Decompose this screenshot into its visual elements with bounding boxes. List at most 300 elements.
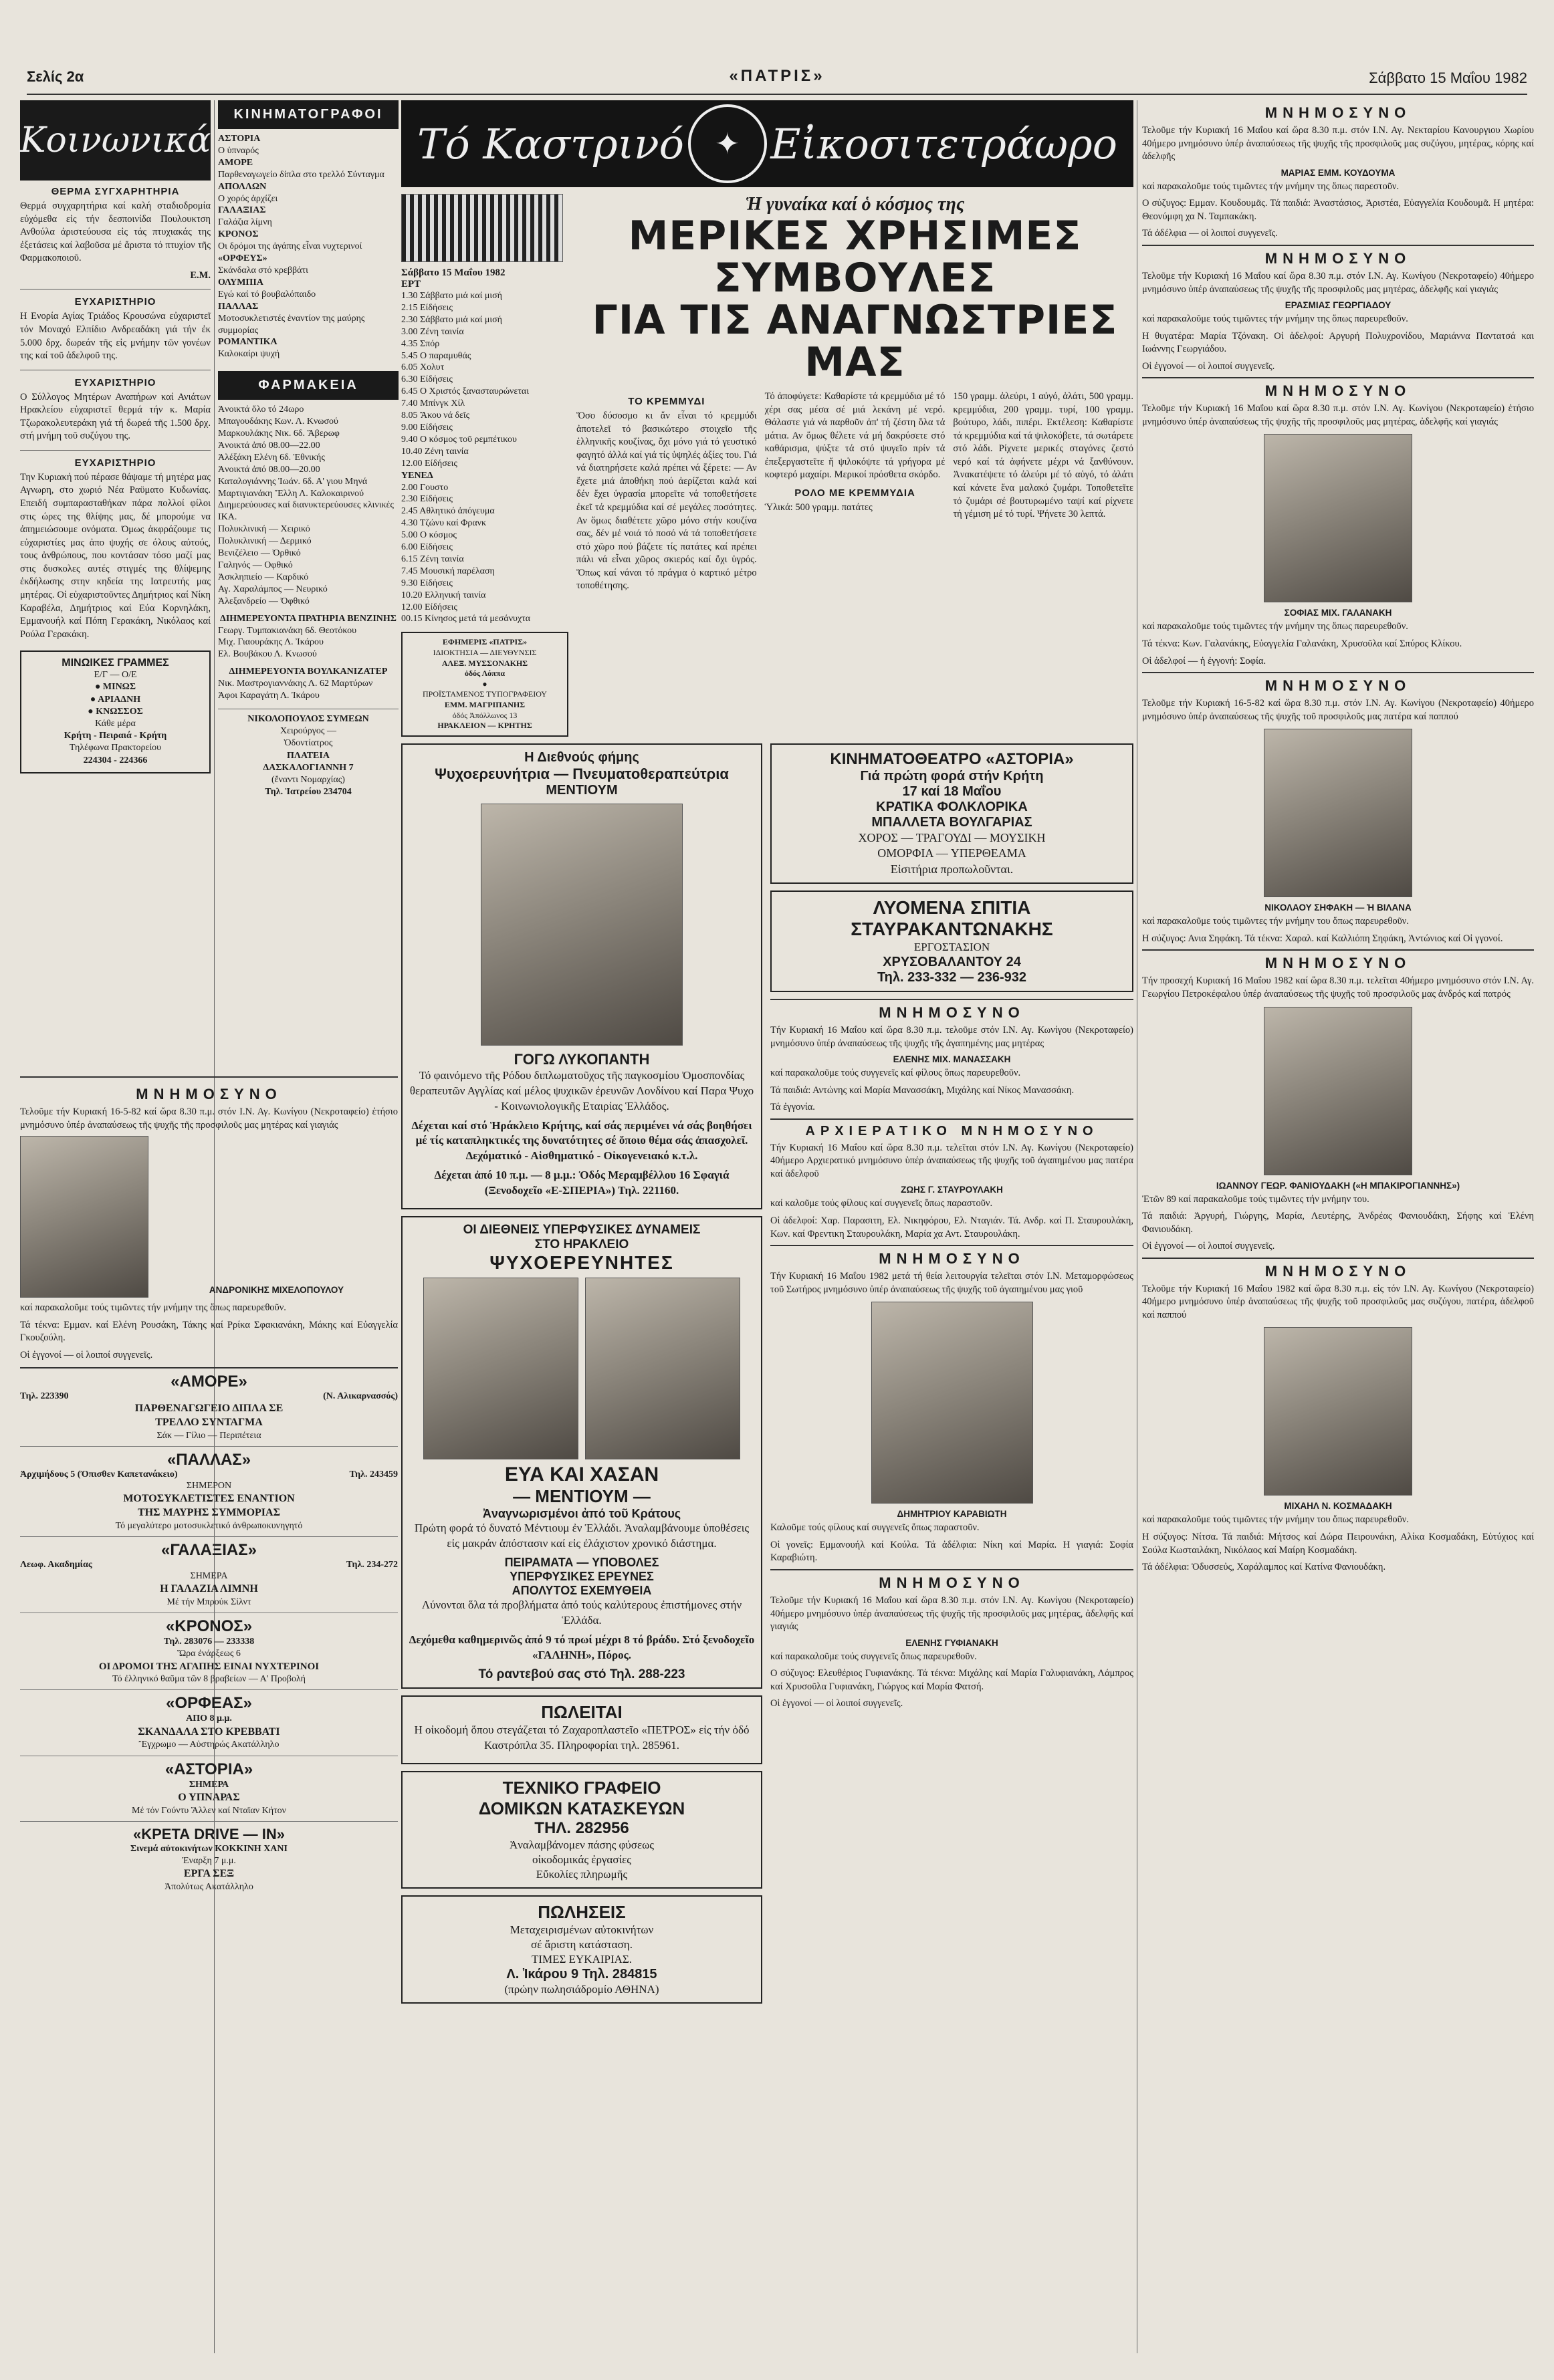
cinema-ad-line: ΣΚΑΝΔΑΛΑ ΣΤΟ ΚΡΕΒΒΑΤΙ [138, 1726, 280, 1738]
cinema-ads [20, 1367, 398, 1897]
ad-line: ΟΜΟΡΦΙΑ — ΥΠΕΡΘΕΑΜΑ [877, 846, 1026, 860]
tv-item: 5.00 Ο κόσμος [401, 530, 457, 541]
ad-title: ΠΩΛΗΣΕΙΣ [538, 1902, 626, 1922]
pharmacy-line: Μαρκουλάκης Νικ. 6δ. Ἄβερωφ [218, 429, 340, 439]
tv-item: 5.45 Ο παραμυθάς [401, 350, 471, 361]
memorials-column [1142, 100, 1534, 1578]
cinema-ad-line: Τό ἐλληνικό θαῦμα τῶν 8 βραβείων — Α' Προβολή [112, 1674, 306, 1685]
subheading: ΤΟ ΚΡΕΜΜΥΔΙ [628, 396, 705, 407]
cinema-name: ΟΛΥΜΠΙΑ [218, 277, 263, 287]
cinema-ad-line: ΠΑΡΘΕΝΑΓΩΓΕΙΟ ΔΙΠΛΑ ΣΕ [134, 1403, 284, 1415]
cinema-ad-address: ΣΗΜΕΡΑ [189, 1779, 229, 1790]
fuel-line: Μιχ. Γιαουράκης Λ. Ἰκάρου [218, 637, 324, 648]
memorial-text: Καλοῦμε τούς φίλους καί συγγενεῖς ὅπως παραστοῦν. [770, 1522, 980, 1534]
tv-item: 2.45 Αθλητικό ἀπόγευμα [401, 506, 495, 517]
memorial-text: Τελοῦμε τήν Κυριακή 16-5-82 καί ὥρα 8.30 π.μ. στόν Ι.Ν. Αγ. Κωνίγου (Νεκροταφείο) ἐτήσιο μνημόσυνο ὑπέρ ἀναπαύσεως τῆς ψυχῆς τῆς προσφιλοῦς μας μητέρας καί γιαγιάς [20, 1106, 398, 1130]
memorial-text: καί παρακαλοῦμε τούς τιμῶντες τήν μνήμην της ὅπως παρευρεθοῦν. [1142, 314, 1408, 325]
ad-line: ΣΤΟ ΗΡΑΚΛΕΙΟ [534, 1237, 629, 1252]
ad-line: ΜΕΝΤΙΟΥΜ [546, 782, 618, 798]
psychics-ad [401, 1216, 762, 1689]
article-text: Θερμά συγχαρητήρια καί καλή σταδιοδρομία εὐχόμεθα εἰς τήν δεσποινίδα Πουλουκτση Ανθούλα ἀριστεύουσα εἰς τάς πτυχιακάς της ἐξετάσεις καί λαβοῦσα μέ ἄριστα τό πτυχίον τῆς Φαρμακοποιοῦ. [20, 201, 211, 264]
pharmacy-line: Ἀλεξανδρείο — Ὀφθικό [218, 596, 310, 606]
memorial-name: ΖΩΗΣ Γ. ΣΤΑΥΡΟΥΛΑΚΗ [901, 1185, 1003, 1195]
ad-line: Ἀναλαμβάνομεν πάσης φύσεως [509, 1838, 655, 1851]
fuel-line: Ελ. Βουβάκου Λ. Κνωσού [218, 649, 317, 660]
doctor-ad [218, 709, 399, 798]
tire-heading: ΔΙΗΜΕΡΕΥΟΝΤΑ ΒΟΥΛΚΑΝΙΖΑΤΕΡ [229, 667, 388, 677]
memorial-relatives: Τά ἀδέλφια: Ὁδυσσεὐς, Χαράλαμπος καί Κατίνα Φανιουδάκη. [1142, 1562, 1386, 1573]
portrait-photo [423, 1278, 578, 1459]
memorial [1142, 377, 1534, 668]
ad-line: Χειρούργος — [280, 726, 336, 737]
memorial-title: ΜΝΗΜΟΣΥΝΟ [879, 1574, 1025, 1591]
memorial-title: ΜΝΗΜΟΣΥΝΟ [1264, 1262, 1412, 1280]
cinema-list [218, 133, 399, 360]
ad-text: Τό φαινόμενο τῆς Ρόδου διπλωματοῦχος τῆς παγκοσμίου Ὀμοσπονδίας θεραπευτῶν Αγγλίας καί μέλος ψυχικῶν ἐρευνῶν Λονδίνου καί Παρα Ψυχο - Κοινωνιολογικῆς Εταιρίας Ἑλλάδος. [409, 1068, 754, 1112]
pharmacy-line: Πολυκλινική — Χειρικό [218, 524, 310, 535]
subheading: ΡΟΛΟ ΜΕ ΚΡΕΜΜΥΔΙΑ [794, 487, 915, 499]
cinema-name: ΚΡΟΝΟΣ [218, 229, 259, 240]
banner-left-text: Τό Καστρινό [417, 119, 684, 168]
imprint-line: ὁδός Ἀπόλλωνος 13 [452, 710, 518, 720]
memorial-title: ΑΡΧΙΕΡΑΤΙΚΟ ΜΝΗΜΟΣΥΝΟ [805, 1123, 1099, 1139]
cinema-ad-line: ΣΗΜΕΡΑ [190, 1571, 228, 1582]
memorial-text: Τήν προσεχή Κυριακή 16 Μαΐου 1982 καί ὥρα 8.30 π.μ. τελεῖται 40ήμερο μνημόσυνο στόν Ι.Ν. Αγ. Γεωργίου Πετροκέφαλου ὑπέρ ἀναπαύσεως τῆς ψυχῆς τοῦ προσφιλοῦς μας ἀνδρός καί πατρός [1142, 975, 1534, 999]
memorial-name: ΕΡΑΣΜΙΑΣ ΓΕΩΡΓΙΑΔΟΥ [1285, 300, 1392, 311]
ad-text: Δέχεται καί στό Ἡράκλειο Κρήτης, καί σάς περιμένει νά σάς βοηθήσει μέ τίς καταπληκτικές της δυνατότητες σέ ὅποιο θέμα σάς ἀπασχολεῖ. Δεχόματικό - Αἰσθηματικό - Οἰκογενειακό κ.τ.λ. [411, 1118, 752, 1163]
cinema-ad-address: (Ν. Αλικαρνασσός) [323, 1391, 398, 1402]
memorial-family: Η σύζυγος: Νίτσα. Τά παιδιά: Μήτσος καί Δώρα Πειρουνάκη, Αλίκα Κοσμαδάκη, Εὐτύχιος καί Σούλα Κωσταιλάκη, Νικόλαος καί Μαίρη Κοσμαδάκη. [1142, 1532, 1534, 1556]
signature: Ε.Μ. [190, 269, 211, 281]
cinema-ad-line: Ὥρα ἐνάρξεως 6 [177, 1649, 241, 1659]
memorial-relatives: Οἱ ἀδελφοί — ἡ ἐγγονή: Σοφία. [1142, 655, 1266, 667]
ad-line: ΥΠΕΡΦΥΣΙΚΕΣ ΕΡΕΥΝΕΣ [510, 1570, 654, 1584]
ad-title: ΚΙΝΗΜΑΤΟΘΕΑΤΡΟ «ΑΣΤΟΡΙΑ» [830, 749, 1074, 768]
ad-tel: Λ. Ἰκάρου 9 Τηλ. 284815 [506, 1967, 657, 1982]
memorial-title: ΜΝΗΜΟΣΥΝΟ [1264, 104, 1412, 121]
fuel-heading: ΔΙΗΜΕΡΕΥΟΝΤΑ ΠΡΑΤΗΡΙΑ ΒΕΝΖΙΝΗΣ [220, 613, 397, 624]
cinema-ad-line: Μέ τήν Μπρούκ Σίλντ [166, 1597, 251, 1608]
ad-line: Ψυχοερευνήτρια — Πνευματοθεραπεύτρια [435, 765, 729, 782]
cinema-name: ΑΣΤΟΡΙΑ [218, 134, 261, 144]
emblem-icon: ✦ [688, 104, 767, 183]
cinema-name: ΑΠΟΛΛΩΝ [218, 181, 267, 192]
section-heading: ΕΥΧΑΡΙΣΤΗΡΙΟ [74, 457, 156, 469]
center-left-ads [401, 743, 762, 2004]
ad-line: ΕΡΓΟΣΤΑΣΙΟΝ [913, 940, 990, 953]
tv-item: 2.00 Γουστο [401, 482, 449, 493]
cinema-name: ΠΑΛΛΑΣ [218, 301, 259, 312]
cinema-film: Καλοκαίρι ψυχή [218, 349, 280, 360]
cinema-film: Εγώ καί τό βουβαλόπαιδο [218, 289, 316, 300]
tv-logo-graphic [401, 194, 563, 262]
ad-line: ● ΚΝΩΣΣΟΣ [88, 706, 143, 717]
memorial [1142, 245, 1534, 373]
issue-date: Σάββατο 15 Μαΐου 1982 [1369, 70, 1527, 86]
cinema-ad-name: «ΠΑΛΛΑΣ» [166, 1451, 251, 1469]
masthead: «ΠΑΤΡΙΣ» [729, 67, 825, 85]
memorial-family: Ο σύζυγος: Ελευθέριος Γυφιανάκης. Τά τέκνα: Μιχάλης καί Μαρία Γαλυφιανάκη, Λάμπρος καί Χρυσοῦλα Γυφιανάκη, Γιώργος καί Μαρία Φατσή. [770, 1668, 1133, 1692]
left-lower [20, 1076, 398, 1897]
cinema-name: ΓΑΛΑΞΙΑΣ [218, 205, 266, 216]
cinema-film: Οι δρόμοι της ἀγάπης εἶναι νυχτερινοί [218, 241, 362, 252]
tech-office-ad [401, 1771, 762, 1889]
tv-item: 00.15 Κίνησος μετά τά μεσάνυχτα [401, 614, 531, 624]
memorial-name: ΕΛΕΝΗΣ ΜΙΧ. ΜΑΝΑΣΣΑΚΗ [893, 1054, 1011, 1065]
memorial-name: ΙΩΑΝΝΟΥ ΓΕΩΡ. ΦΑΝΙΟΥΔΑΚΗ («Η ΜΠΑΚΙΡΟΓΙΑΝΝΗΣ») [1216, 1180, 1460, 1191]
ad-line: ● ΜΙΝΩΣ [94, 682, 136, 693]
cinema-ad-line: Ἐναρξη 7 μ.μ. [182, 1855, 236, 1866]
pharmacy-line: Ἀνοικτά ὅλο τό 24ωρο [218, 404, 304, 415]
cinema-film: Παρθεναγωγείο δίπλα στο τρελλό Σύνταγμα [218, 169, 384, 180]
ad-line: (πρώην πωλησιάδρομίο ΑΘΗΝΑ) [504, 1983, 659, 1996]
cinema-film: Μοτοσυκλετιστές ἐναντίον της μαύρης συμμορίας [218, 313, 365, 336]
memorial-text: καί καλοῦμε τούς φίλους καί συγγενεῖς ὅπως παραστοῦν. [770, 1198, 993, 1209]
cinema-ad-name: «ΟΡΦΕΑΣ» [166, 1694, 252, 1713]
ad-line: 224304 - 224366 [83, 755, 148, 765]
cinema-ad [20, 1613, 398, 1690]
article-text: Την Κυριακή πού πέρασε θάψαμε τή μητέρα μας Αγνωρη, στο χωριό Νέα Ραϋματο Κυδωνίας. Επειδή συμπαρασταθήκαν πάρα πολλοί φίλοι στις ώρες της θλίψης μας, δέ μπορούμε να ἀπημειώσουμε ονόματα. Όμως ἀκφράζουμε τις εὐχαριστίες μας ἀπο ψυχής σε όλους αὐτούς, τους ἀνθρώπους, που κοντάσαν τόσο μαζί μας στις δυσκολες αυτές στιγμές της θλίψεμης ἐκδήλωσης στην κηδεία της Ιατρευτής μας μητέρας. Οἱ εὐχαριστοῦντες Δημήτριος καί Νίκη Καραβέλα, Δημήτριος καί Εύα Κορνηλάκη, Εμμανουήλ καί Πόπη Γερακάκη, Νικόλαος καί Ρούλα Γερακάκη. [20, 471, 211, 640]
minoan-lines-ad [20, 650, 211, 774]
imprint-line: ΕΜΜ. ΜΑΓΡΙΠΑΝΗΣ [444, 699, 526, 709]
ad-line: ΟΙ ΔΙΕΘΝΕΙΣ ΥΠΕΡΦΥΣΙΚΕΣ ΔΥΝΑΜΕΙΣ [463, 1223, 701, 1237]
cinema-ad-line: ΟΙ ΔΡΟΜΟΙ ΤΗΣ ΑΓΑΠΗΣ ΕΙΝΑΙ ΝΥΧΤΕΡΙΝΟΙ [98, 1661, 320, 1672]
memorial-family: Τά τέκνα: Κων. Γαλανάκης, Εὐαγγελία Γαλανάκη, Χρυσοῦλα καί Σπύρος Κλίκου. [1142, 638, 1462, 649]
portrait-photo [1264, 434, 1412, 602]
memorial-text: καί παρακαλοῦμε τούς τιμῶντες τήν μνήμην του ὅπως παρευρεθοῦν. [1142, 1514, 1409, 1526]
social-column [20, 100, 211, 774]
cinema-ad-address: Σινεμά αὐτοκινήτων ΚΟΚΚΙΝΗ ΧΑΝΙ [130, 1843, 288, 1854]
memorial-title: ΜΝΗΜΟΣΥΝΟ [136, 1086, 282, 1102]
memorial [770, 1569, 1133, 1711]
ad-text: Η οἰκοδομή ὅπου στεγάζεται τό Ζαχαροπλαστεῖο «ΠΕΤΡΟΣ» εἰς τήν ὁδό Καστρόπλα 35. Πληροφορίαι τηλ. 285961. [414, 1723, 750, 1752]
article-text: Ὅσο δύσοσμο κι ἄν εἶναι τό κρεμμύδι ἀποτελεῖ τό βασικώτερο στοιχεῖο τῆς ἑλληνικῆς κουζίνας, ὄχι μόνο γιά τό γευστικό φαγητό ἀλλά καί γιά τίς ὑψηλές ἀξίες του. Γιά νά διατηρήσετε καλά πρέπει νά ξέρετε: — Αν ἔχετε μιά ἀποθήκη πού ἀερίζεται καλά καί δέν ἔχει ὑγρασία μπορεῖτε νά τοποθετήσετε ἐκεῖ τά κρεμμύδια καί σέ μεγάλες ποσότητες. Αν ὅμως διαθέτετε χῶρο μόνο στήν κουζίνα σας, δέν μέ νοιά τό ποσό νά τά τοποθετήσετε στό χῶρο πού βάζετε τίς πατάτες καί πρέπει πάλι νά εἶναι χῶρος σκιερός καί ὄχι ὑγρός. Ὅπως καί νάναι τό πράγμα ὀ καρτικό μέτρο τοποθέτησης. [576, 410, 757, 592]
memorial-text: Τελοῦμε τήν Κυριακή 16 Μαΐου καί ὥρα 8.30 π.μ. στόν Ι.Ν. Αγ. Κωνίγου (Νεκροταφείο) 40ήμερο μνημόσυνο ὑπέρ ἀναπαύσεως τῆς ψυχῆς τῆς προσφιλοῦς μας μητέρας, ἀδελφῆς καί γιαγιάς [770, 1594, 1133, 1633]
cinema-ad [20, 1822, 398, 1897]
portrait-photo [1264, 1327, 1412, 1496]
cinema-ad-address: Ἀρχιμήδους 5 (Ὀπισθεν Καπετανάκειο) [20, 1469, 178, 1480]
tv-item: 12.00 Είδήσεις [401, 602, 457, 612]
center-right [770, 743, 1133, 2004]
memorial-text: Τελοῦμε τήν Κυριακή 16 Μαΐου 1982 καί ὥρα 8.30 π.μ. εἰς τόν Ι.Ν. Αγ. Κωνίγου (Νεκροταφείο) 40ήμερο μνημόσυνο ὑπέρ ἀναπαύσεως τῆς ψυχῆς τοῦ προσφιλοῦς μας συζύγου, πατέρα, ἀδελφοῦ καί παππού [1142, 1283, 1534, 1320]
memorial-text: Τήν Κυριακή 16 Μαΐου 1982 μετά τή θεία λειτουργία τελεῖται στόν Ι.Ν. Μεταμορφώσεως τοῦ Σωτήρος μνημόσυνο ὑπέρ ἀναπαύσεως τῆς ψυχῆς τοῦ ἀγαπημένου μας γιοῦ [770, 1271, 1133, 1295]
tv-item: 6.05 Χολυτ [401, 362, 445, 373]
tv-item: 7.40 Μπίνγκ Χίλ [401, 398, 465, 409]
memorial-relatives: Οἱ ἐγγονοί — οἱ λοιποί συγγενεῖς. [20, 1349, 153, 1360]
cinema-ad-tel: Τηλ. 234-272 [346, 1560, 398, 1570]
center-column [401, 100, 1133, 2004]
social-title: Κοινωνικά [20, 100, 211, 181]
ad-line: ΜΠΑΛΛΕΤΑ ΒΟΥΛΓΑΡΙΑΣ [871, 814, 1032, 830]
article-kicker: Ἡ γυναίκα καί ὁ κόσμος της [745, 194, 965, 215]
car-sale-ad [401, 1895, 762, 2004]
kastrino-banner [401, 100, 1133, 187]
memorial-text: Τελοῦμε τήν Κυριακή 16 Μαΐου καί ὥρα 8.30 π.μ. στόν Ι.Ν. Αγ. Κωνίγου (Νεκροταφείο) 40ήμερο μνημόσυνο ὑπέρ ἀναπαύσεως τῆς ψυχῆς τῆς προσφιλοῦς μας μητέρας, ἀδελφῆς καί γιαγιάς [1142, 270, 1534, 295]
ad-line: Ε/Γ — Ο/Ε [94, 670, 137, 681]
pharmacy-line: Διημερεύουσες καί διανυκτερεύουσες κλινικές ΙΚΑ. [218, 500, 394, 523]
houses-ad [770, 890, 1133, 992]
portrait-photo [20, 1136, 148, 1298]
tv-item: 2.30 Σάββατο μιά καί μισή [401, 314, 502, 325]
ad-line: 17 καί 18 Μαΐου [902, 784, 1002, 799]
ad-line: Κρήτη - Πειραιά - Κρήτη [64, 731, 167, 741]
memorial [770, 1245, 1133, 1565]
ad-line: ΣΤΑΥΡΑΚΑΝΤΩΝΑΚΗΣ [851, 918, 1053, 939]
cinema-ad [20, 1756, 398, 1822]
tire-line: Ἀφοι Καραγάτη Λ. Ἰκάρου [218, 691, 320, 701]
memorial [770, 1118, 1133, 1241]
section-heading: ΕΥΧΑΡΙΣΤΗΡΙΟ [74, 376, 156, 388]
article-headline: ΓΙΑ ΤΙΣ ΑΝΑΓΝΩΣΤΡΙΕΣ ΜΑΣ [592, 297, 1118, 386]
tv-item: 4.30 Τζώνυ καί Φρανκ [401, 518, 487, 529]
article-text: Ὑλικά: 500 γραμμ. πατάτες [764, 501, 873, 513]
cinema-ad-name: «ΚΡΟΝΟΣ» [165, 1617, 253, 1636]
memorial-name: ΑΝΔΡΟΝΙΚΗΣ ΜΙΧΕΛΟΠΟΥΛΟΥ [209, 1285, 344, 1296]
ad-line: σέ ἄριστη κατάσταση. [531, 1938, 633, 1951]
ad-title: ΜΙΝΩΙΚΕΣ ΓΡΑΜΜΕΣ [62, 657, 169, 669]
ad-line: Τηλ. Ἰατρείου 234704 [265, 787, 352, 798]
cinema-ad-line: Ἀπολύτως Ακατάλληλο [164, 1881, 253, 1892]
fuel-line: Γεωργ. Τυμπακιανάκη 6δ. Θεοτόκου [218, 625, 357, 636]
cinema-ad-name: «ΓΑΛΑΞΙΑΣ» [160, 1541, 257, 1560]
memorial-name: ΜΙΧΑΗΛ Ν. ΚΟΣΜΑΔΑΚΗ [1284, 1501, 1392, 1512]
tv-item: 7.45 Μουσική παρέλαση [401, 566, 495, 576]
memorial [1142, 1258, 1534, 1574]
cinema-film: Ο ὑπναρός [218, 145, 259, 156]
imprint-line: ΑΛΕΞ. ΜΥΣΣΟΝΑΚΗΣ [441, 658, 528, 668]
ad-line: ΝΙΚΟΛΟΠΟΥΛΟΣ ΣΥΜΕΩΝ [247, 713, 369, 724]
ad-name: ΓΟΓΩ ΛΥΚΟΠΑΝΤΗ [514, 1050, 650, 1068]
article-text: Η Ενορία Αγίας Τριάδος Κρουσώνα εὐχαριστεῖ τόν Μοναχό Ελπίδιο Ανδρεαδάκη γιά τήν ἐκ 5.000 δρχ. δωρεάν τῆς εἰς μνήμην τῶν γονέων της καί τοῦ ἀδελφοῦ της. [20, 311, 211, 362]
memorial-title: ΜΝΗΜΟΣΥΝΟ [1264, 955, 1412, 972]
ad-tel: ΤΗΛ. 282956 [534, 1818, 629, 1837]
pharmacy-title: ΦΑΡΜΑΚΕΙΑ [218, 371, 399, 400]
cinema-ad-line: Η ΓΑΛΑΖΙΑ ΛΙΜΝΗ [160, 1583, 258, 1595]
ad-line: ΤΙΜΕΣ ΕΥΚΑΙΡΙΑΣ. [531, 1953, 633, 1966]
cinema-film: Σκάνδαλα στό κρεββάτι [218, 265, 308, 275]
ad-line: οἰκοδομικάς ἐργασίες [532, 1853, 631, 1866]
article-text: 150 γραμμ. ἀλεύρι, 1 αὐγό, ἀλάτι, 500 γραμμ. κρεμμύδια, 200 γραμμ. τυρί, 100 γραμμ. βούτυρο, λάδι, πιπέρι. Εκτέλεση: Καθαρίστε τά κρεμμύδια καί τά ψιλοκόβετε, τά σωτάρετε στό λάδι. Ρίχνετε μερικές σταγόνες ζεστό νερό καί τά ἀφήνετε μέχρι νά ξανθύνουν. Ἀνακατέψετε τό ἀλεύρι μέ τό αὐγό, τό ἀλάτι καί κάνετε ἕνα μαλακό ζυμάρι. Τοποθετεῖτε τό ζυμάρι σέ βουτυρωμένο ταψί καί ρίχνετε τή γέμιση μέ τό τυρί. Ψήνετε 30 λεπτά. [953, 391, 1134, 520]
cinema-ad [20, 1368, 398, 1447]
header-rule [27, 94, 1527, 95]
tv-schedule [401, 194, 568, 737]
imprint-line: ὁδός Λόππα [464, 669, 506, 679]
mentium-ad [401, 743, 762, 1210]
cinema-ad-line: Ο ΥΠΝΑΡΑΣ [178, 1791, 240, 1803]
cinema-ad [20, 1690, 398, 1756]
patris-imprint [401, 632, 568, 736]
ad-line: ΔΟΜΙΚΩΝ ΚΑΤΑΣΚΕΥΩΝ [478, 1798, 685, 1818]
tv-item: 9.30 Είδήσεις [401, 578, 453, 588]
cinema-film: ΑΜΟΡΕ [218, 157, 253, 168]
cinema-ad-tel: Τηλ. 223390 [20, 1391, 69, 1402]
memorial-relatives: Τά ἐγγονία. [770, 1102, 815, 1113]
memorial-text: καί παρακαλοῦμε τούς συγγενεῖς ὅπως παρευρεθοῦν. [770, 1651, 977, 1662]
tv-channel: ΥΕΝΕΔ [401, 470, 433, 481]
imprint-line: ΕΦΗΜΕΡΙΣ «ΠΑΤΡΙΣ» [442, 637, 528, 647]
ad-name: ΕΥΑ ΚΑΙ ΧΑΣΑΝ [504, 1463, 659, 1486]
article-headline: ΜΕΡΙΚΕΣ ΧΡΗΣΙΜΕΣ ΣΥΜΒΟΥΛΕΣ [628, 213, 1082, 302]
memorial-title: ΜΝΗΜΟΣΥΝΟ [1264, 677, 1412, 695]
ad-line: ΧΡΥΣΟΒΑΛΑΝΤΟΥ 24 [883, 954, 1021, 969]
pharmacy-line: Ἀλέξάκη Ελένη 6δ. Ἐθνικής [218, 452, 325, 463]
ad-line: Εἰσιτήρια προπωλοῦνται. [890, 862, 1014, 876]
ad-line: ΨΥΧΟΕΡΕΥΝΗΤΕΣ [489, 1252, 674, 1274]
imprint-line: ● [482, 679, 487, 689]
memorial-title: ΜΝΗΜΟΣΥΝΟ [879, 1003, 1025, 1021]
cinema-ad-line: Σάκ — Γίλιο — Περιπέτεια [156, 1430, 261, 1441]
ad-line: Η Διεθνούς φήμης [524, 749, 639, 765]
memorial-family: Ο σύζυγος: Εμμαν. Κουδουμᾶς. Τά παιδιά: Ἀναστάσιος, Ἀριστέα, Εὐαγγελία Κουδουμᾶ. Η μητέρα: Θεονύμφη χα Ν. Ταμπακάκη. [1142, 198, 1534, 222]
memorial-text: καί παρακαλοῦμε τούς συγγενεῖς καί φίλους ὅπως παρευρεθοῦν. [770, 1068, 1021, 1079]
tv-item: 1.30 Σάββατο μιά καί μισή [401, 291, 502, 301]
section-heading: ΕΥΧΑΡΙΣΤΗΡΙΟ [74, 296, 156, 308]
ad-text: Πρώτη φορά τό δυνατό Μέντιουμ ἐν Ἑλλάδι. Ἀναλαμβάνουμε ὑποθέσεις εἰς μακράν ἀπόστασιν καί εἰς ἐλάχιστον χρονικό διάστημα. [414, 1522, 750, 1550]
cinema-ad-line: ΤΗΣ ΜΑΥΡΗΣ ΣΥΜΜΟΡΙΑΣ [137, 1507, 281, 1519]
memorial-name: ΕΛΕΝΗΣ ΓΥΦΙΑΝΑΚΗ [905, 1637, 998, 1648]
memorial-relatives: Οἱ ἐγγονοί — οἱ λοιποί συγγενεῖς. [770, 1698, 903, 1709]
tire-line: Νικ. Μαστρογιαννάκης Λ. 62 Μαρτύρων [218, 679, 373, 689]
tv-item: 3.00 Ζένη ταινία [401, 326, 464, 337]
memorial [770, 999, 1133, 1114]
ad-line: ΠΕΙΡΑΜΑΤΑ — ΥΠΟΒΟΛΕΣ [504, 1556, 659, 1570]
memorial-title: ΜΝΗΜΟΣΥΝΟ [879, 1250, 1025, 1268]
pharmacy-list [218, 404, 399, 702]
page-number: Σελίς 2α [27, 68, 84, 85]
memorial-text: Τελοῦμε τήν Κυριακή 16 Μαΐου καί ὥρα 8.30 π.μ. στόν Ι.Ν. Αγ. Νεκταρίου Κανουργιου Χωρίου 40ήμερο μνημόσυνο ὑπέρ ἀναπαύσεως τῆς ψυχῆς τῆς προσφιλοῦς μας συζύγου, μητέρας, κόρης καί ἀδελφῆς [1142, 125, 1534, 162]
tv-item: 9.00 Είδήσεις [401, 422, 453, 433]
ad-line: Ἀναγνωρισμένοι ἀπό τοῦ Κράτους [482, 1507, 681, 1521]
women-article [576, 194, 1133, 737]
ad-tel: Τό ραντεβού σας στό Τηλ. 288-223 [478, 1667, 685, 1681]
cinema-ad-line: Τό μεγαλύτερο μοτοσυκλετικό ἀνθρωποκυνηγητό [115, 1520, 303, 1531]
cinema-ad-name: «ΑΜΟΡΕ» [171, 1373, 247, 1391]
imprint-line: ΗΡΑΚΛΕΙΟΝ — ΚΡΗΤΗΣ [437, 721, 532, 731]
memorial-text: Ἐτῶν 89 καί παρακαλοῦμε τούς τιμῶντες τήν μνήμην του. [1142, 1193, 1369, 1205]
tv-item: 2.15 Είδήσεις [401, 302, 453, 313]
memorial-family: Τά τέκνα: Εμμαν. καί Ελένη Ρουσάκη, Τάκης καί Ρρίκα Σφακιανάκη, Μάκης καί Εὐαγγελία Γκουζούλη. [20, 1319, 398, 1344]
memorial-text: καί παρακαλοῦμε τούς τιμῶντες τήν μνήμην του ὅπως παρευρεθοῦν. [1142, 916, 1409, 927]
memorial-name: ΔΗΜΗΤΡΙΟΥ ΚΑΡΑΒΙΩΤΗ [897, 1509, 1007, 1520]
ad-line: Εὔκολίες πληρωμῆς [536, 1867, 628, 1881]
cinema-ad-address: Λεωφ. Ακαδημίας [20, 1560, 92, 1570]
portrait-photo [1264, 729, 1412, 897]
memorial-relatives: Οἱ ἐγγονοί — οἱ λοιποί συγγενεῖς. [1142, 1241, 1275, 1252]
memorial-text: Τελοῦμε τήν Κυριακή 16 Μαΐου καί ὥρα 8.30 π.μ. στόν Ι.Ν. Αγ. Κωνίγου (Νεκροταφείο) ἐτήσιο μνημόσυνο ὑπέρ ἀναπαύσεως τῆς ψυχῆς τῆς προσφιλοῦς μας μητέρας, ἀδελφῆς καί γιαγιάς [1142, 403, 1534, 427]
sale-ad [401, 1695, 762, 1764]
tv-item: 12.00 Είδήσεις [401, 458, 457, 469]
memorial-family: Τά παιδιά: Αντώνης καί Μαρία Μανασσάκη, Μιχάλης καί Νίκος Μανασσάκη. [770, 1084, 1075, 1096]
memorial [1142, 672, 1534, 945]
cinema-ad-line: ΣΗΜΕΡΟΝ [186, 1481, 232, 1492]
tv-item: 6.30 Είδήσεις [401, 374, 453, 385]
ad-line: ● ΑΡΙΑΔΝΗ [90, 694, 141, 705]
ad-line: ΠΛΑΤΕΙΑ [287, 750, 330, 761]
cinema-ad-line: Μέ τόν Γούντυ Ἄλλεν καί Νταϊαν Κήτον [132, 1805, 286, 1816]
pharmacy-line: Βενιζέλειο — Ὀρθικό [218, 548, 301, 559]
memorial-text: Τήν Κυριακή 16 Μαΐου καί ὥρα 8.30 π.μ. τελοῦμε στόν Ι.Ν. Αγ. Κωνίγου (Νεκροταφείο) μνημόσυνο ὑπέρ ἀναπαύσεως τῆς ψυχῆς τῆς ἀγαπημένης μας μητέρας [770, 1024, 1133, 1049]
tv-item: 6.00 Είδήσεις [401, 542, 453, 553]
cinema-title: ΚΙΝΗΜΑΤΟΓΡΑΦΟΙ [218, 100, 399, 129]
cinema-ad-line: Ἔγχρωμο — Αὐστηρώς Ακατάλληλο [138, 1740, 280, 1750]
astoria-theatre-ad [770, 743, 1133, 884]
ad-line: ΛΥΟΜΕΝΑ ΣΠΙΤΙΑ [873, 897, 1031, 918]
article-text: Ο Σύλλογος Μητέρων Αναπήρων καί Ανιάτων Ηρακλείου εὐχαριστεῖ θερμά τήν κ. Μαρία Τζωρακολευτεράκη γιά τή δωρεά τῆς 1.500 δρχ. στή μνήμη τοῦ συζύγου της. [20, 391, 211, 442]
memorial-relatives: Τά ἀδέλφια — οἱ λοιποί συγγενεῖς. [1142, 228, 1278, 239]
memorial-family: Οἱ ἀδελφοί: Χαρ. Παρασιτη, Ελ. Νικηφόρου, Ελ. Νταγιάν. Τά. Ανδρ. καί Π. Σταυρουλάκη, Κων. καί Φρεντικη Σταυρουλάκη, Μαρία χα Αντ. Σταυρουλάκη. [770, 1215, 1133, 1239]
cinema-film: Ο χορός ἀρχίζει [218, 193, 278, 204]
cinema-ad-address: ΑΠΟ 8 μ.μ. [186, 1713, 232, 1724]
ad-line: ΤΕΧΝΙΚΟ ΓΡΑΦΕΙΟ [502, 1777, 661, 1798]
memorial [1142, 949, 1534, 1253]
ad-address: Δέχεται ἀπό 10 π.μ. — 8 μ.μ.: Ὁδός Μεραμβέλλου 16 Σφαγιά (Ξενοδοχεῖο «Ε-ΣΠΕΡΙΑ») Τηλ. 221160. [434, 1169, 730, 1197]
memorial-text: Τήν Κυριακή 16 Μαΐου καί ὥρα 8.30 π.μ. τελεῖται στόν Ι.Ν. Αγ. Κωνίγου (Νεκροταφείο) 40ήμερο Αρχιερατικό μνημόσυνο ὑπέρ ἀναπαύσεως τῆς ψυχῆς τοῦ ἀγαπημένου μας πατέρα καί ἀδελφοῦ [770, 1142, 1133, 1179]
imprint-line: ΙΔΙΟΚΤΗΣΙΑ — ΔΙΕΥΘΥΝΣΙΣ [433, 647, 537, 657]
pharmacy-line: Καταλογιάννης Ἰωάν. 6δ. Α' γιου Μηνά [218, 476, 368, 487]
ad-text: Λύνονται ὅλα τά προβλήματα ἀπό τούς καλύτερους ἐπιστήμονες στήν Ἑλλάδα. [421, 1598, 742, 1627]
imprint-line: ΠΡΟΪΣΤΑΜΕΝΟΣ ΤΥΠΟΓΡΑΦΕΙΟΥ [423, 689, 547, 699]
memorial-title: ΜΝΗΜΟΣΥΝΟ [1264, 249, 1412, 267]
memorial-family: Η σύζυγος: Ανια Σηφάκη. Τά τέκνα: Χαραλ. καί Καλλιόπη Σηφάκη, Ἀντώνιος καί Οἱ γγονοί. [1142, 933, 1503, 944]
cinema-ad-line: ΜΟΤΟΣΥΚΛΕΤΙΣΤΕΣ ΕΝΑΝΤΙΟΝ [123, 1493, 295, 1505]
portrait-photo [585, 1278, 740, 1459]
pharmacy-line: Πολυκλινική — Δερμικό [218, 536, 312, 547]
memorial-name: ΣΟΦΙΑΣ ΜΙΧ. ΓΑΛΑΝΑΚΗ [1284, 608, 1392, 618]
cinema-ad-tel: Τηλ. 243459 [349, 1469, 398, 1480]
pharmacy-line: Ἀνοικτά ἀπό 08.00—22.00 [218, 440, 320, 451]
page-header [27, 64, 1527, 91]
memorial-text: Τελοῦμε τήν Κυριακή 16-5-82 καί ὥρα 8.30 π.μ. στόν Ι.Ν. Αγ. Κωνίγου (Νεκροταφείο) 40ήμερο μνημόσυνο ὑπέρ ἀναπαύσεως τῆς ψυχῆς τοῦ προσφιλοῦς μας πατέρα καί παππού [1142, 698, 1534, 722]
pharmacy-line: Μαρτιγιανάκη Ἔλλη Λ. Καλοκαιρινού [218, 488, 364, 499]
portrait-photo [1264, 1007, 1412, 1175]
cinema-ad-name: «ΚΡΕΤΑ DRIVE — IN» [133, 1825, 285, 1842]
memorial-title: ΜΝΗΜΟΣΥΝΟ [1264, 382, 1412, 400]
ad-line: Τηλέφωνα Πρακτορείου [69, 743, 162, 753]
tv-channel: ΕΡΤ [401, 279, 421, 289]
cinema-name: «ΟΡΦΕΥΣ» [218, 253, 267, 264]
memorial-family: Οἱ γονεῖς: Εμμανουήλ καί Κούλα. Τά ἀδέλφια: Νίκη καί Μαρία. Η γιαγιά: Σοφία Καραβιώτη. [770, 1539, 1133, 1564]
memorial-name: ΜΑΡΙΑΣ ΕΜΜ. ΚΟΥΔΟΥΜΑ [1281, 167, 1396, 178]
memorial-family: Η θυγατέρα: Μαρία Τζόνακη. Οἱ ἀδελφοί: Αργυρή Πολυχρονίδου, Μαριάννα Παντατσά και Ιωάννης Γεωργιάδου. [1142, 330, 1534, 355]
memorial-text: καί παρακαλοῦμε τούς τιμῶντες τήν μνήμην της ὅπως παρευρεθοῦν. [1142, 621, 1408, 632]
ad-line: ΧΟΡΟΣ — ΤΡΑΓΟΥΔΙ — ΜΟΥΣΙΚΗ [858, 830, 1046, 844]
tv-item: 4.35 Σπόρ [401, 338, 440, 349]
ad-line: Ὀδοντίατρος [284, 738, 333, 749]
cinema-ad-name: «ΑΣΤΟΡΙΑ» [164, 1760, 253, 1778]
tv-item: 8.05 Ἄκου νά δεῖς [401, 410, 470, 421]
cinema-ad-tel: Τηλ. 283076 — 233338 [163, 1637, 255, 1647]
portrait-photo [481, 804, 683, 1046]
memorial-family: Τά παιδιά: Ἀργυρή, Γιώργης, Μαρία, Λευτέρης, Ἀνδρέας Φανιουδάκη, Σήφης καί Ἐλένη Φανιουδάκη. [1142, 1211, 1534, 1235]
ad-title: ΠΩΛΕΙΤΑΙ [541, 1701, 623, 1722]
ad-line: ΑΠΟΛΥΤΟΣ ΕΧΕΜΥΘΕΙΑ [512, 1584, 652, 1598]
ad-line: ΔΑΣΚΑΛΟΓΙΑΝΝΗ 7 [263, 762, 354, 773]
ad-line: Μεταχειρισμένων αὐτοκινήτων [510, 1923, 654, 1936]
tv-item: 10.40 Ζένη ταινία [401, 446, 469, 457]
cinema-film: Γαλάζια λίμνη [218, 217, 272, 228]
pharmacy-line: Γαληνός — Οφθικό [218, 560, 293, 570]
section-heading: ΘΕΡΜΑ ΣΥΓΧΑΡΗΤΗΡΙΑ [51, 186, 180, 197]
portrait-photo [871, 1302, 1033, 1504]
cinema-column [218, 100, 399, 798]
pharmacy-line: Μπαγουδάκης Κων. Λ. Κνωσού [218, 416, 338, 427]
memorial-name: ΝΙΚΟΛΑΟΥ ΣΗΦΑΚΗ — Ἡ ΒΙΛΑΝΑ [1264, 903, 1412, 913]
ad-line: (ἔναντι Νομαρχίας) [271, 774, 345, 785]
tv-item: 10.20 Ελληνική ταινία [401, 590, 486, 600]
memorial-text: καί παρακαλοῦμε τούς τιμῶντες τήν μνήμην της ὅπως παρευρεθοῦν. [20, 1302, 286, 1314]
ad-tel: Τηλ. 233-332 — 236-932 [877, 969, 1027, 985]
ad-line: — ΜΕΝΤΙΟΥΜ — [513, 1486, 651, 1507]
